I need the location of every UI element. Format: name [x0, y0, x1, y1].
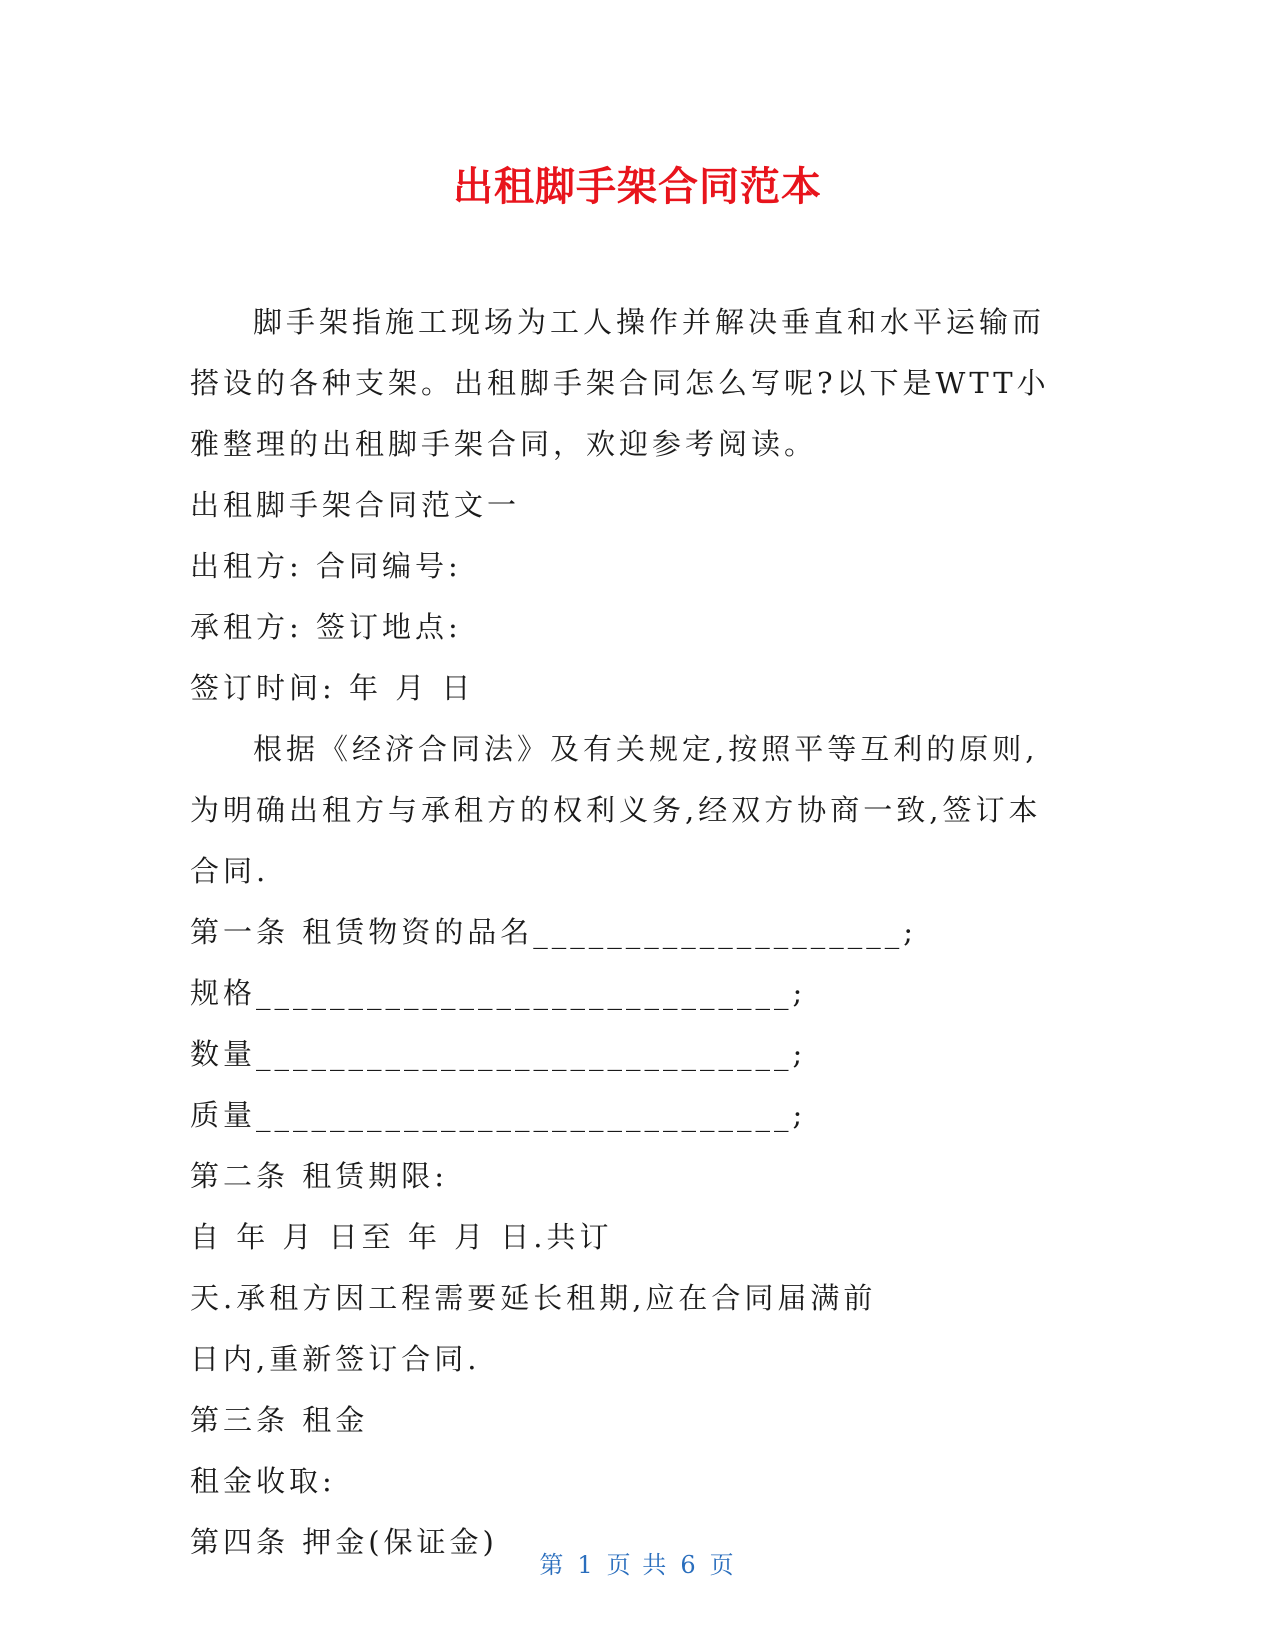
article-3-rent-collection: 租金收取: — [190, 1464, 336, 1498]
sign-date-line: 签订时间: 年 月 日 — [190, 671, 475, 705]
article-2-renewal: 日内,重新签订合同. — [190, 1342, 481, 1376]
document-title: 出租脚手架合同范本 — [453, 164, 822, 210]
article-1-quality: 质量_____________________________; — [190, 1098, 807, 1132]
article-2-heading: 第二条 租赁期限: — [190, 1159, 448, 1193]
intro-paragraph: 脚手架指施工现场为工人操作并解决垂直和水平运输而搭设的各种支架。出租脚手架合同怎么写呢?以下是WTT小雅整理的出租脚手架合同，欢迎参考阅读。 — [190, 305, 1050, 461]
footer-page-number: 1 — [577, 1551, 595, 1579]
article-1-spec: 规格_____________________________; — [190, 976, 807, 1010]
footer-prefix: 第 — [539, 1551, 566, 1579]
article-1-quantity: 数量_____________________________; — [190, 1037, 807, 1071]
article-4-heading: 第四条 押金(保证金) — [190, 1525, 498, 1559]
article-3-heading: 第三条 租金 — [190, 1403, 369, 1437]
document-body — [190, 292, 1070, 1573]
preamble-paragraph: 根据《经济合同法》及有关规定,按照平等互利的原则,为明确出租方与承租方的权利义务,经双方协商一致,签订本合同. — [190, 732, 1042, 888]
footer-middle: 页 共 — [606, 1551, 669, 1579]
footer-suffix: 页 — [709, 1551, 736, 1579]
section-heading: 出租脚手架合同范文一 — [190, 488, 521, 522]
footer-total-pages: 6 — [680, 1551, 698, 1579]
article-1-item-name: 第一条 租赁物资的品名____________________; — [190, 915, 917, 949]
article-2-period: 自 年 月 日至 年 月 日.共订 — [190, 1220, 613, 1254]
lessor-line: 出租方: 合同编号: — [190, 549, 462, 583]
lessee-line: 承租方: 签订地点: — [190, 610, 462, 644]
page-footer — [0, 1545, 1275, 1580]
article-2-extension: 天.承租方因工程需要延长租期,应在合同届满前 — [190, 1281, 877, 1315]
